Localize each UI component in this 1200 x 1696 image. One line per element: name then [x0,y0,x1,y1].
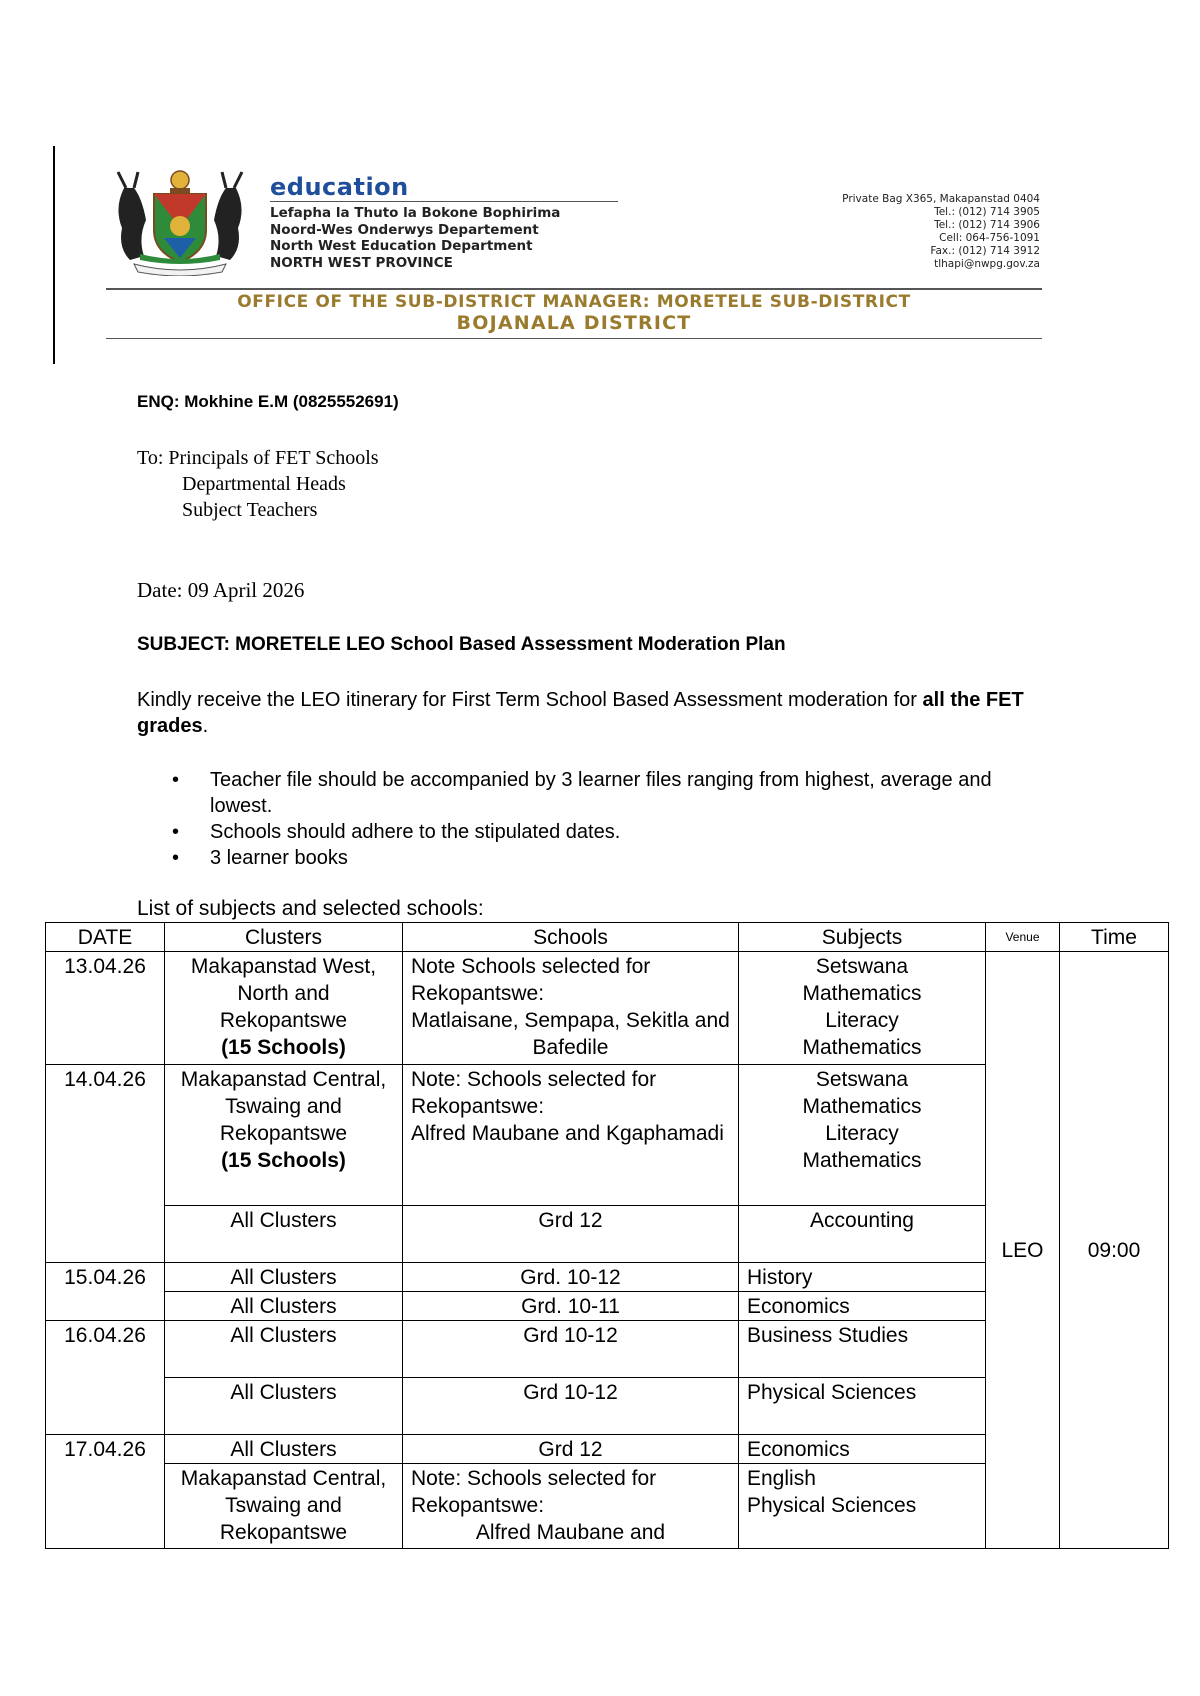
subjects-cell [739,1464,986,1549]
table-header-row [46,923,1169,952]
department-line: Noord-Wes Onderwys Departement [270,221,539,238]
clusters-cell: Makapanstad Central, Tswaing and Rekopantswe [165,1464,403,1549]
intro-text: Kindly receive the LEO itinerary for First Term School Based Assessment moderation for [137,689,923,711]
intro-end: . [202,715,209,737]
list-item: • Teacher file should be accompanied by 3 learner files ranging from highest, average and lowest. [170,767,1050,819]
schools-cell: Grd. 10-12 [403,1263,739,1292]
subject-item: Setswana [815,1068,909,1091]
contact-line: Fax.: (012) 714 3912 [930,245,1040,257]
list-item: • Schools should adhere to the stipulated dates. [170,819,1050,845]
subject-item: Mathematics [802,982,922,1005]
letterhead-top-rule [106,288,1042,290]
header-date: DATE [46,923,165,952]
date-cell: 16.04.26 [46,1321,165,1435]
date-cell: 15.04.26 [46,1263,165,1321]
letterhead-bottom-rule [106,338,1042,339]
subjects-cell: Physical Sciences [739,1378,986,1435]
clusters-text: Makapanstad Central, Tswaing and Rekopantswe [180,1068,387,1145]
recipient: Principals of FET Schools [168,447,379,469]
subject-item: Mathematics [802,1036,922,1059]
schools-cell: Grd 12 [403,1435,739,1464]
letter-subject: SUBJECT: MORETELE LEO School Based Assessment Moderation Plan [137,634,786,655]
department-line: Lefapha la Thuto la Bokone Bophirima [270,205,561,221]
table-row [46,952,1169,1065]
contact-email: tlhapi@nwpg.gov.za [934,258,1040,270]
contact-block [760,193,1040,271]
contact-line: Tel.: (012) 714 3906 [934,219,1040,231]
recipient: Departmental Heads [182,473,346,495]
department-names [270,205,560,271]
instructions-list [170,767,1050,871]
wordmark-rule [270,201,618,202]
subjects-cell: Economics [739,1435,986,1464]
clusters-text: Makapanstad West, North and Rekopantswe [190,955,377,1032]
intro-paragraph [137,687,1057,739]
subject-item: Literacy [825,1009,899,1032]
schools-list: Matlaisane, Sempapa, Sekitla and Bafedile [411,1009,730,1059]
intro-bold: all the FET grades [137,689,1024,737]
clusters-cell [165,1065,403,1206]
subject-item: Setswana [815,955,909,978]
district-title: BOJANALA DISTRICT [456,312,692,334]
subjects-cell: Accounting [739,1206,986,1263]
subjects-cell: History [739,1263,986,1292]
subjects-cell [739,952,986,1065]
venue-cell: LEO [986,952,1060,1549]
schools-note: Note Schools selected for Rekopantswe: [411,955,651,1005]
schools-note: Note: Schools selected for Rekopantswe: [411,1068,657,1118]
coat-of-arms-logo [104,168,256,276]
schools-cell: Grd. 10-11 [403,1292,739,1321]
subject-item: Physical Sciences [747,1494,917,1517]
clusters-cell: All Clusters [165,1321,403,1378]
time-cell: 09:00 [1060,952,1169,1549]
schools-list: Alfred Maubane and Kgaphamadi [411,1122,724,1145]
to-label: To: [137,447,164,469]
letter-date: Date: 09 April 2026 [137,578,305,602]
enquiry-line: ENQ: Mokhine E.M (0825552691) [137,392,399,411]
clusters-cell [165,952,403,1065]
clusters-count: (15 Schools) [221,1036,346,1059]
clusters-cell: All Clusters [165,1435,403,1464]
clusters-cell: All Clusters [165,1292,403,1321]
subject-item: Mathematics [802,1095,922,1118]
list-item: • 3 learner books [170,845,1050,871]
subjects-cell [739,1065,986,1206]
header-schools: Schools [403,923,739,952]
contact-line: Private Bag X365, Makapanstad 0404 [842,193,1040,205]
clusters-cell: All Clusters [165,1206,403,1263]
contact-line: Cell: 064-756-1091 [939,232,1040,244]
header-venue: Venue [986,923,1060,952]
department-line: NORTH WEST PROVINCE [270,254,453,271]
clusters-count: (15 Schools) [221,1149,346,1172]
margin-rule [53,146,55,364]
moderation-schedule-table [45,922,1169,1549]
recipient: Subject Teachers [182,499,318,521]
date-cell: 14.04.26 [46,1065,165,1263]
header-time: Time [1060,923,1169,952]
schools-cell: Grd 10-12 [403,1321,739,1378]
recipients-block [137,445,379,523]
department-line: North West Education Department [270,238,533,254]
education-wordmark: education [270,173,409,201]
schedule-label: List of subjects and selected schools: [137,897,484,920]
schools-note: Note: Schools selected for Rekopantswe: [411,1467,657,1517]
subjects-cell: Business Studies [739,1321,986,1378]
header-subjects: Subjects [739,923,986,952]
subject-item: Mathematics [802,1149,922,1172]
schools-cell: Grd 10-12 [403,1378,739,1435]
schools-cell [403,1464,739,1549]
schools-cell: Grd 12 [403,1206,739,1263]
subject-item: Literacy [825,1122,899,1145]
schools-cell [403,1065,739,1206]
clusters-cell: All Clusters [165,1263,403,1292]
header-clusters: Clusters [165,923,403,952]
clusters-cell: All Clusters [165,1378,403,1435]
subject-item: English [747,1467,816,1490]
contact-line: Tel.: (012) 714 3905 [934,206,1040,218]
schools-cell [403,952,739,1065]
date-cell: 13.04.26 [46,952,165,1065]
schools-list: Alfred Maubane and [475,1521,666,1544]
subjects-cell: Economics [739,1292,986,1321]
date-cell: 17.04.26 [46,1435,165,1549]
office-title: OFFICE OF THE SUB-DISTRICT MANAGER: MORETELE SUB-DISTRICT [237,292,911,312]
